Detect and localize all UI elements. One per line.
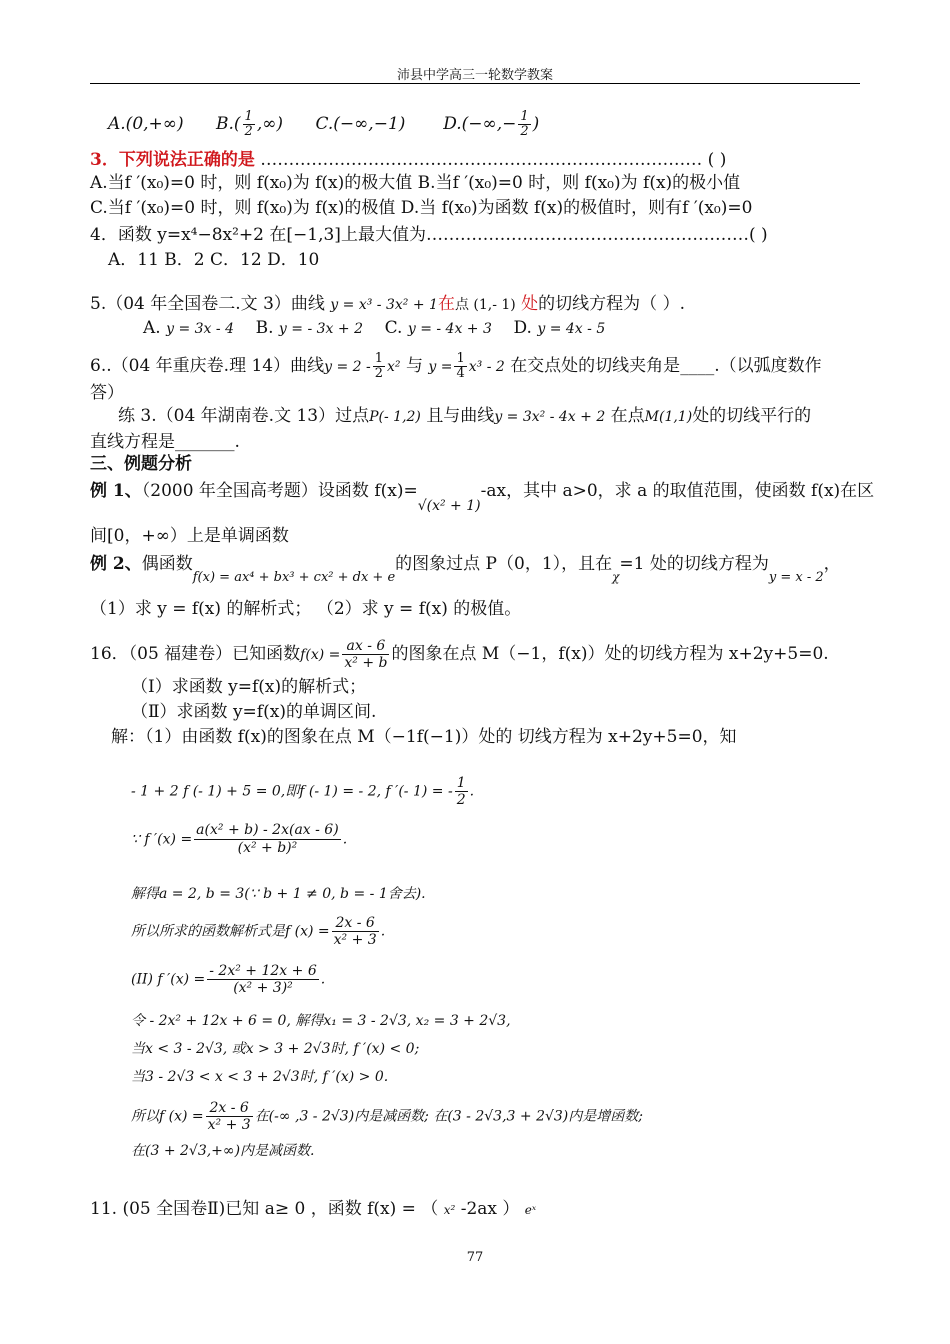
q11-stem: 11. (05 全国卷Ⅱ)已知 a≥ 0 ，函数 f(x) = （ x² -2ax ） eˣ <box>90 1199 537 1219</box>
q3-stem: 3．下列说法正确的是 …………………………………………………………………… ( ) <box>90 150 727 170</box>
q5-options: A. y = 3x - 4 B. y = - 3x + 2 C. y = - 4x + 3 D. y = 4x - 5 <box>143 318 606 338</box>
q2-option-b: B.( $\frac{1}{2}$ ,∞) <box>216 109 284 139</box>
example1-line2: 间[0，+∞）上是单调函数 <box>90 526 289 546</box>
q4-options: A．11 B．2 C．12 D．10 <box>108 250 320 270</box>
header-rule <box>90 83 860 84</box>
q6-line2: 答） <box>90 383 124 403</box>
practice3-stem: 练 3.（04 年湖南卷.文 13）过点P(- 1,2) 且与曲线y = 3x² - 4x + 2 在点M(1,1)处的切线平行的 <box>118 406 812 426</box>
q2-options <box>108 110 539 139</box>
q2-option-d: D.(−∞,− $\frac{1}{2}$ ) <box>443 109 540 139</box>
math-line-7: 当x < 3 - 2√3, 或x > 3 + 2√3时, f ′(x) < 0; <box>131 1041 420 1057</box>
page-number: 77 <box>466 1250 484 1265</box>
example1-stem: 例 1、（2000 年全国高考题）设函数 f(x)=√(x² + 1)-ax，其中 a>0，求 a 的取值范围，使函数 f(x)在区 <box>90 481 875 514</box>
math-line-3: 解得a = 2, b = 3(∵ b + 1 ≠ 0, b = - 1舍去). <box>131 886 426 902</box>
q16-part2: （Ⅱ）求函数 y=f(x)的单调区间. <box>131 702 377 722</box>
math-line-8: 当3 - 2√3 < x < 3 + 2√3时, f ′(x) > 0. <box>131 1069 389 1085</box>
q3-line1: A.当f ′(x₀)=0 时，则 f(x₀)为 f(x)的极大值 B.当f ′(x₀)=0 时，则 f(x₀)为 f(x)的极小值 <box>90 173 741 193</box>
math-line-4: 所以所求的函数解析式是f (x) = $\frac{2x - 6}{\text{x² + 3}}$ . <box>131 915 386 948</box>
practice3-line2: 直线方程是_______. <box>90 432 240 452</box>
q2-option-a: A.(0,+∞) <box>108 114 184 134</box>
q2-option-c: C.(−∞,−1) <box>315 114 406 134</box>
q6-stem: 6..（04 年重庆卷.理 14）曲线y = 2 - $\frac{1}{2}$ x² 与 y = $\frac{1}{4}$ x³ - 2 在交点处的切线夹角是____.（以弧度数作 <box>90 351 822 381</box>
q5-stem: 5.（04 年全国卷二.文 3）曲线 y = x³ - 3x² + 1在点 (1,- 1) 处的切线方程为（ ）. <box>90 294 685 314</box>
q16-solution-intro: 解：（1）由函数 f(x)的图象在点 M（−1f(−1)）处的 切线方程为 x+2y+5=0，知 <box>111 727 737 747</box>
math-line-9: 所以f (x) = $\frac{2x - 6}{\text{x² + 3}}$ 在(-∞ ,3 - 2√3)内是减函数; 在(3 - 2√3,3 + 2√3)内是增函数; <box>131 1100 643 1133</box>
math-line-10: 在(3 + 2√3,+∞)内是减函数. <box>131 1143 315 1159</box>
section-heading: 三、例题分析 <box>90 454 192 474</box>
math-line-2: ∵ f ′(x) = $\frac{\text{a(x² + b) - 2x(ax - 6)}}{\text{(x² + b)²}}$ . <box>131 822 348 856</box>
page-header: 沛县中学高三一轮数学教案 <box>396 68 553 83</box>
example2-stem: 例 2、偶函数f(x) = ax⁴ + bx³ + cx² + dx + e的图象过点 P（0，1），且在χ=1 处的切线方程为y = x - 2， <box>90 554 841 585</box>
q3-line2: C.当f ′(x₀)=0 时，则 f(x₀)为 f(x)的极值 D.当 f(x₀)为函数 f(x)的极值时，则有f ′(x₀)=0 <box>90 198 753 218</box>
q6-answer-blank: ____ <box>680 356 715 376</box>
q16-stem: 16．（05 福建卷）已知函数f(x) = $\frac{ax - 6}{\text{x² + b}}$ 的图象在点 M（−1，f(x)）处的切线方程为 x+2y+5=0. <box>90 638 829 671</box>
example2-line2: （1）求 y = f(x) 的解析式； （2）求 y = f(x) 的极值。 <box>90 599 522 619</box>
math-line-1: - 1 + 2 f (- 1) + 5 = 0,即f (- 1) = - 2, f ′(- 1) = - $\frac{1}{2}$ . <box>131 775 475 808</box>
math-line-6: 令 - 2x² + 12x + 6 = 0, 解得x₁ = 3 - 2√3, x₂ = 3 + 2√3, <box>131 1013 511 1029</box>
q4-stem: 4．函数 y=x⁴−8x²+2 在[−1,3]上最大值为…………………………………………………( ) <box>90 225 768 245</box>
math-line-5: (II) f ′(x) = $\frac{\text{- 2x² + 12x + 6}}{\text{(x² + 3)²}}$ . <box>131 963 326 996</box>
q16-part1: （Ⅰ）求函数 y=f(x)的解析式； <box>131 677 367 697</box>
practice3-answer-blank: _______ <box>175 432 235 452</box>
